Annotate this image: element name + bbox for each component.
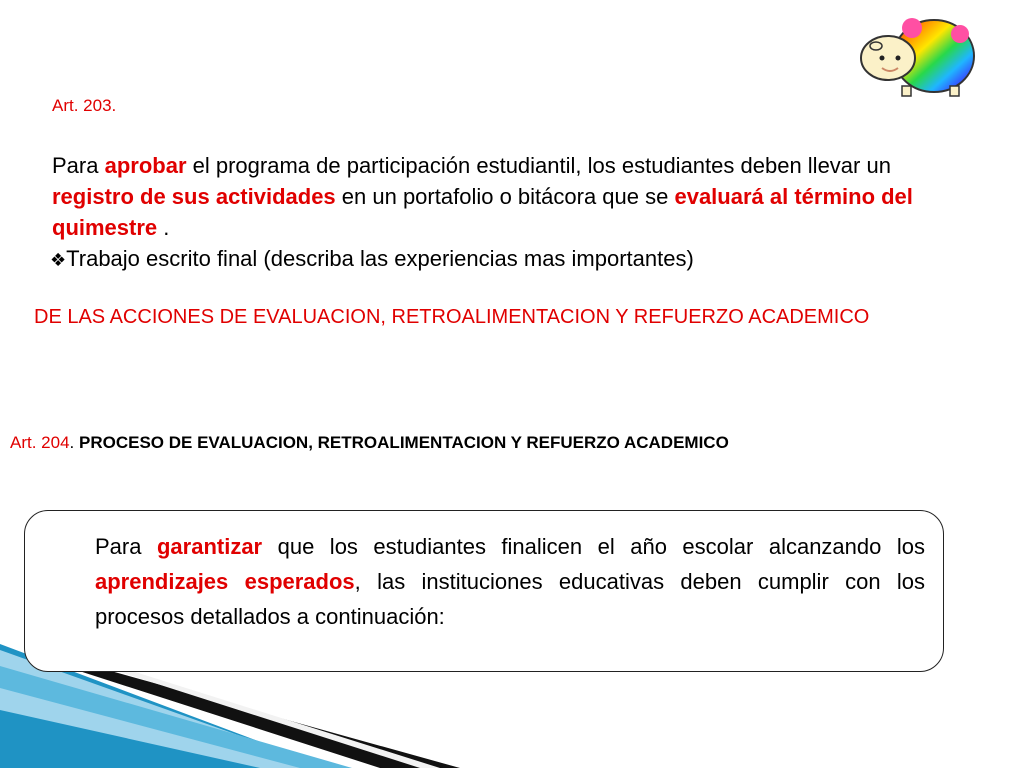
bullet-item [50,243,932,276]
guarantee-paragraph [95,529,925,634]
para1-text-1: Para [52,153,105,178]
bullet-text: Trabajo escrito final (describa las experiencias mas importantes) [66,246,694,271]
para1-highlight-registro: registro de sus actividades [52,184,336,209]
para1-text-3: en un portafolio o bitácora que se [335,184,675,209]
guarantee-box [24,510,944,672]
para1-text-4: . [157,215,170,240]
para1-highlight-aprobar: aprobar [104,153,187,178]
diamond-bullet-icon: ❖ [50,250,67,271]
article-203-text: Art. 203. [52,96,117,115]
article-204-label: Art. 204 [10,433,70,452]
article-204-heading [10,433,1020,453]
box-text-2: que los estudiantes finalicen el año escolar alcanzando los [262,534,925,559]
box-text-1: Para [95,534,157,559]
article-204-dot: . [69,433,79,452]
para1-highlight-evaluara: evaluará al término del quimestre [52,184,913,240]
article-203-paragraph [52,150,932,276]
box-highlight-aprendizajes: aprendizajes esperados [95,569,355,594]
rainbow-sheep-icon [852,12,980,100]
section-heading: DE LAS ACCIONES DE EVALUACION, RETROALIMENTACION Y REFUERZO ACADEMICO [34,306,870,328]
article-204-title: PROCESO DE EVALUACION, RETROALIMENTACION Y REFUERZO ACADEMICO [79,433,729,452]
para1-text-2: el programa de participación estudiantil, los estudiantes deben llevar un [186,153,891,178]
box-highlight-garantizar: garantizar [156,534,263,559]
box-text-3: , las instituciones educativas deben cumplir con los procesos detallados a continuación: [95,569,925,629]
article-203-label [52,96,116,116]
